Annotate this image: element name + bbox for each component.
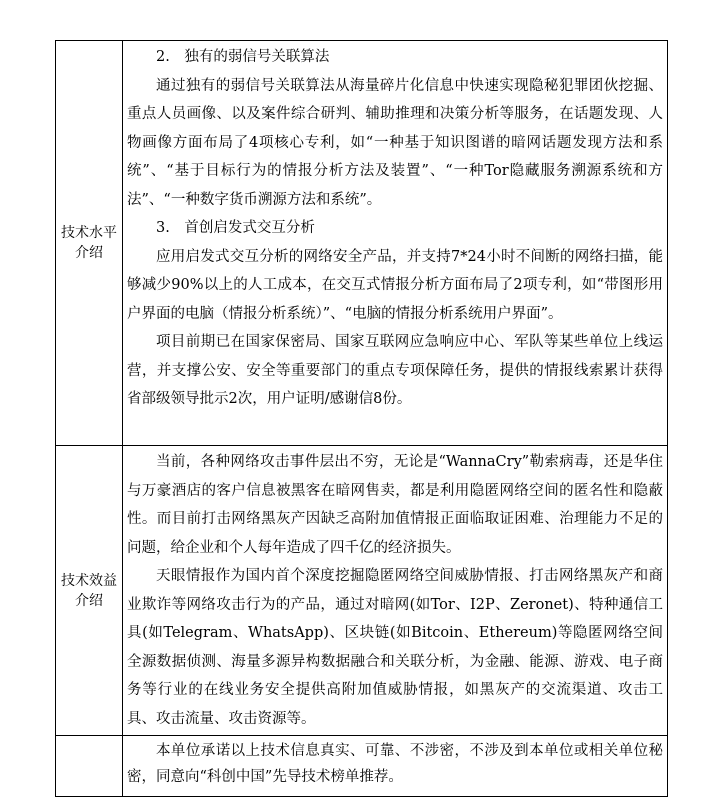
section-heading: 3. 首创启发式交互分析: [156, 220, 315, 236]
row-content-tech-benefit: [123, 446, 668, 736]
row-label-tech-level: [56, 41, 123, 446]
table-row-commitment: [56, 736, 668, 797]
paragraph: 应用启发式交互分析的网络安全产品，并支持7*24小时不间断的网络扫描，能够减少90%以上的人工成本，在交互式情报分析方面布局了2项专利，如“带图形用户界面的电脑（情报分析系统）”、“电脑的情报分析系统用户界面”。: [127, 248, 663, 322]
row-label-tech-benefit: [56, 446, 123, 736]
paragraph: 通过独有的弱信号关联算法从海量碎片化信息中快速实现隐秘犯罪团伙挖掘、重点人员画像、以及案件综合研判、辅助推理和决策分析等服务，在话题发现、人物画像方面布局了4项核心专利，如“一种基于知识图谱的暗网话题发现方法和系统”、“基于目标行为的情报分析方法及装置”、“一种Tor隐藏服务溯源系统和方法”、“一种数字货币溯源方法和系统”。: [127, 77, 663, 208]
row-content-commitment: [123, 736, 668, 797]
row-label-line-1: 技术效益: [61, 572, 117, 589]
section-heading: 2. 独有的弱信号关联算法: [156, 49, 330, 65]
paragraph: 项目前期已在国家保密局、国家互联网应急响应中心、军队等某些单位上线运营，并支撑公安、安全等重要部门的重点专项保障任务，提供的情报线索累计获得省部级领导批示2次，用户证明/感谢信8份。: [127, 334, 663, 407]
row-content-tech-level: [123, 41, 668, 446]
paragraph: 天眼情报作为国内首个深度挖掘隐匿网络空间威胁情报、打击网络黑灰产和商业欺诈等网络攻击行为的产品，通过对暗网(如Tor、I2P、Zeronet)、特种通信工具(如Telegram、WhatsApp)、区块链(如Bitcoin、Ethereum)等隐匿网络空间全源数据侦测、海量多源异构数据融合和关联分析，为金融、能源、游戏、电子商务等行业的在线业务安全提供高附加值威胁情报，如黑灰产的交流渠道、攻击工具、攻击流量、攻击资源等。: [127, 568, 663, 727]
row-label-line-2: 介绍: [75, 245, 103, 261]
commitment-statement: 本单位承诺以上技术信息真实、可靠、不涉密，不涉及到本单位或相关单位秘密，同意向“科创中国”先导技术榜单推荐。: [127, 743, 663, 785]
table-row-tech-level: [56, 41, 668, 446]
paragraph: 当前，各种网络攻击事件层出不穷，无论是“WannaCry”勒索病毒，还是华住与万豪酒店的客户信息被黑客在暗网售卖，都是利用隐匿网络空间的匿名性和隐蔽性。而目前打击网络黑灰产因缺乏高附加值情报正面临取证困难、治理能力不足的问题，给企业和个人每年造成了四千亿的经济损失。: [127, 454, 663, 556]
info-table: [55, 40, 668, 797]
table-row-tech-benefit: [56, 446, 668, 736]
row-label-line-2: 介绍: [75, 592, 103, 609]
row-label-commitment: [56, 736, 123, 797]
row-label-line-1: 技术水平: [61, 225, 117, 241]
